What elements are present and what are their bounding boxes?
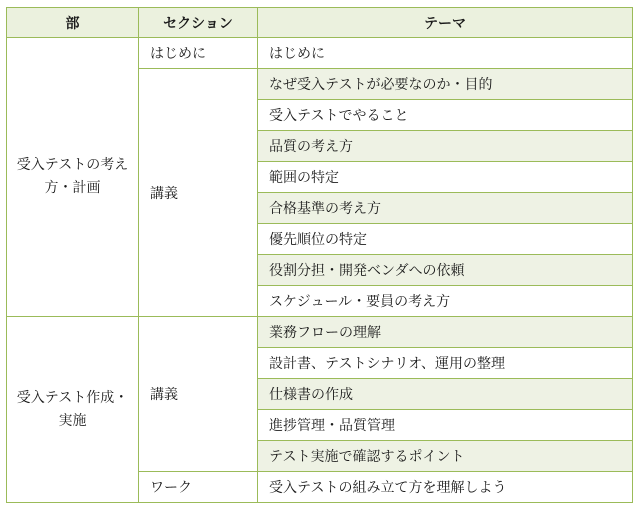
theme-cell: 優先順位の特定 [258,224,633,255]
part-cell: 受入テスト作成・実施 [7,317,139,503]
theme-cell: 設計書、テストシナリオ、運用の整理 [258,348,633,379]
theme-cell: 範囲の特定 [258,162,633,193]
header-section: セクション [139,8,258,38]
theme-cell: 合格基準の考え方 [258,193,633,224]
header-part: 部 [7,8,139,38]
theme-cell: 品質の考え方 [258,131,633,162]
header-row [7,8,633,38]
table-row [7,38,633,69]
table-row [7,317,633,348]
header-theme: テーマ [258,8,633,38]
section-cell: 講義 [139,69,258,317]
curriculum-table [6,7,633,503]
theme-cell: テスト実施で確認するポイント [258,441,633,472]
theme-cell: スケジュール・要員の考え方 [258,286,633,317]
section-cell: はじめに [139,38,258,69]
theme-cell: 仕様書の作成 [258,379,633,410]
part-cell: 受入テストの考え方・計画 [7,38,139,317]
theme-cell: なぜ受入テストが必要なのか・目的 [258,69,633,100]
theme-cell: 進捗管理・品質管理 [258,410,633,441]
theme-cell: 受入テストの組み立て方を理解しよう [258,472,633,503]
section-cell: ワーク [139,472,258,503]
theme-cell: 役割分担・開発ベンダへの依頼 [258,255,633,286]
section-cell: 講義 [139,317,258,472]
theme-cell: 業務フローの理解 [258,317,633,348]
theme-cell: 受入テストでやること [258,100,633,131]
theme-cell: はじめに [258,38,633,69]
